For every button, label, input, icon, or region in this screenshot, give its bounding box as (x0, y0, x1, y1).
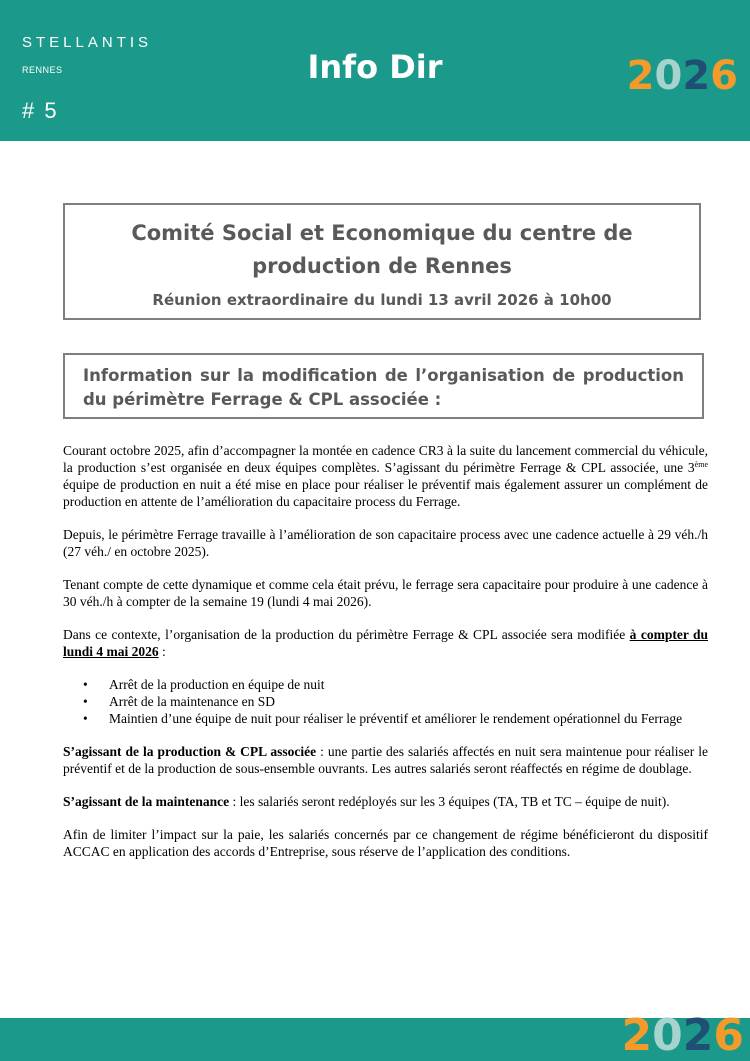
list-item: • Maintien d’une équipe de nuit pour réaliser le préventif et améliorer le rendement opérationnel du Ferrage (109, 710, 708, 727)
paragraph (63, 626, 708, 660)
text: : (158, 644, 166, 659)
paragraph (63, 793, 708, 810)
text: équipe de production en nuit a été mise en place pour réaliser le préventif mais également assurer un complément de production en attente de l’amélioration du capacitaire process du Ferrage. (63, 477, 708, 509)
footer-year-badge (621, 1010, 745, 1061)
header-band (0, 0, 750, 141)
committee-title: Comité Social et Economique du centre de production de Rennes (131, 221, 633, 278)
bold-lead: S’agissant de la maintenance (63, 794, 230, 809)
meeting-date: Réunion extraordinaire du lundi 13 avril 2026 à 10h00 (152, 291, 612, 309)
paragraph (63, 442, 708, 510)
list-item: • Arrêt de la maintenance en SD (109, 693, 708, 710)
text: : une partie des salariés affectés en nuit sera maintenue pour réaliser le préventif et de la production de sous-ensemble ouvrants. Les autres salariés seront réaffectés en régime de doublage. (63, 744, 708, 776)
paragraph: Depuis, le périmètre Ferrage travaille à l’amélioration de son capacitaire process avec une cadence actuelle à 29 véh./h (27 véh./ en octobre 2025). (63, 527, 708, 559)
text: Dans ce contexte, l’organisation de la production du périmètre Ferrage & CPL associée sera modifiée (63, 627, 630, 642)
year-digit: 6 (713, 1010, 744, 1061)
issue-number: # 5 (22, 98, 59, 123)
effective-date: à compter du lundi 4 mai 2026 (63, 627, 709, 659)
year-digit: 2 (682, 1010, 714, 1061)
list-item: • Arrêt de la production en équipe de nuit (109, 676, 708, 693)
year-digit: 2 (621, 1010, 653, 1061)
text: Courant octobre 2025, afin d’accompagner la montée en cadence CR3 à la suite du lancement commercial du véhicule, la production s’est organisée en deux équipes complètes. S’agissant du périmètre Ferrage & CPL associée, une 3 (63, 443, 708, 475)
newsletter-title: Info Dir (307, 48, 443, 86)
text: : les salariés seront redéployés sur les 3 équipes (TA, TB et TC – équipe de nuit). (229, 794, 670, 809)
year-digit: 2 (626, 53, 655, 99)
paragraph: Afin de limiter l’impact sur la paie, les salariés concernés par ce changement de régime bénéficieront du dispositif ACCAC en application des accords d’Entreprise, sous réserve de l’application des conditions. (63, 827, 708, 859)
stellantis-logo: STELLANTIS (22, 34, 153, 51)
bold-lead: S’agissant de la production & CPL associée (63, 744, 317, 759)
topic-title: Information sur la modification de l’organisation de production du périmètre Ferrage & CPL associée : (83, 366, 684, 409)
logo-subtitle: RENNES (22, 65, 63, 75)
paragraph (63, 743, 708, 777)
year-digit: 6 (710, 53, 738, 99)
document-body (63, 442, 708, 876)
year-badge (627, 53, 738, 99)
year-digit: 0 (654, 53, 683, 99)
superscript: ème (694, 460, 708, 469)
measures-list (63, 676, 708, 727)
topic-box (63, 353, 704, 419)
year-digit: 2 (682, 53, 711, 99)
paragraph: Tenant compte de cette dynamique et comme cela était prévu, le ferrage sera capacitaire pour produire à une cadence à 30 véh./h à compter de la semaine 19 (lundi 4 mai 2026). (63, 577, 708, 609)
meeting-box (63, 203, 701, 320)
year-digit: 0 (652, 1010, 683, 1061)
